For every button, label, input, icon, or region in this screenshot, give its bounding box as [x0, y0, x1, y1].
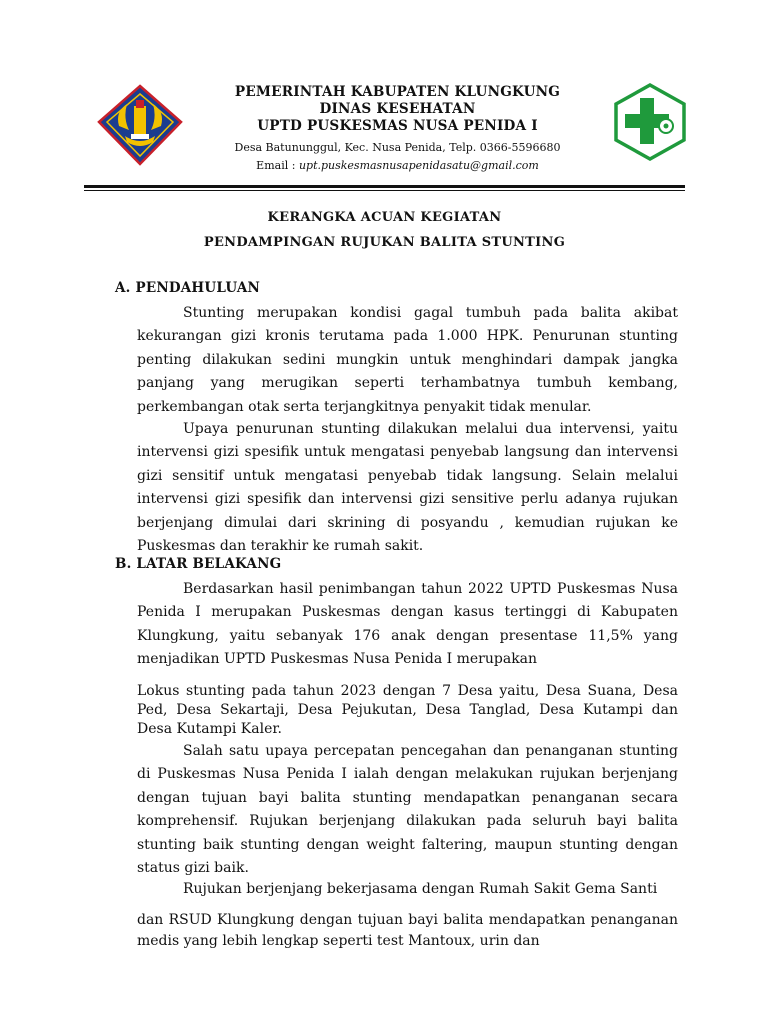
- section-heading-pendahuluan: A. PENDAHULUAN: [115, 280, 261, 296]
- regency-emblem-icon: [97, 84, 183, 166]
- department-name: DINAS KESEHATAN: [319, 101, 476, 117]
- document-subtitle: PENDAMPINGAN RUJUKAN BALITA STUNTING: [203, 235, 566, 250]
- paragraph: Berdasarkan hasil penimbangan tahun 2022 UPTD Puskesmas Nusa Penida I merupakan Puskesmas dengan kasus tertinggi di Kabupaten Klungkung, yaitu sebanyak 176 anak dengan presentase 11,5% yang menjadikan UPTD Puskesmas Nusa Penida I merupakan: [137, 581, 678, 668]
- paragraph: Upaya penurunan stunting dilakukan melalui dua intervensi, yaitu intervensi gizi spesifik untuk mengatasi penyebab langsung dan intervensi gizi sensitif untuk mengatasi penyebab tidak langsung. Selain melalui intervensi gizi spesifik dan intervensi gizi sensitive perlu adanya rujukan berjenjang dimulai dari skrining di posyandu , kemudian rujukan ke Puskesmas dan terakhir ke rumah sakit.: [137, 421, 678, 555]
- paragraph: Lokus stunting pada tahun 2023 dengan 7 Desa yaitu, Desa Suana, Desa Ped, Desa Sekartaji, Desa Pejukutan, Desa Tanglad, Desa Kutampi dan Desa Kutampi Kaler.: [137, 683, 678, 737]
- email-address: upt.puskesmasnusapenidasatu@gmail.com: [298, 159, 539, 172]
- letterhead-rule-thin: [84, 190, 685, 191]
- puskesmas-cross-icon: [612, 82, 688, 162]
- institution-name: UPTD PUSKESMAS NUSA PENIDA I: [257, 118, 538, 134]
- section-heading-latar-belakang: B. LATAR BELAKANG: [115, 556, 282, 572]
- email-label: Email :: [256, 159, 299, 172]
- paragraph: Salah satu upaya percepatan pencegahan dan penanganan stunting di Puskesmas Nusa Penida I ialah dengan melakukan rujukan berjenjang dengan tujuan bayi balita stunting mendapatkan penanganan secara komprehensif. Rujukan berjenjang dilakukan pada seluruh bayi balita stunting baik stunting dengan weight faltering, maupun stunting dengan status gizi baik.: [137, 743, 678, 877]
- paragraph: Stunting merupakan kondisi gagal tumbuh pada balita akibat kekurangan gizi kronis terutama pada 1.000 HPK. Penurunan stunting penting dilakukan sedini mungkin untuk menghindari dampak jangka panjang yang merugikan seperti terhambatnya tumbuh kembang, perkembangan otak serta terjangkitnya penyakit tidak menular.: [137, 305, 678, 415]
- address-line: Desa Batununggul, Kec. Nusa Penida, Telp. 0366-5596680: [234, 141, 561, 154]
- email-line: [195, 157, 600, 174]
- paragraph: Rujukan berjenjang bekerjasama dengan Rumah Sakit Gema Santi: [183, 881, 658, 897]
- letterhead-rule-thick: [84, 185, 685, 188]
- letterhead: [195, 84, 600, 174]
- government-name: PEMERINTAH KABUPATEN KLUNGKUNG: [234, 84, 561, 100]
- document-title: KERANGKA ACUAN KEGIATAN: [267, 210, 502, 225]
- paragraph: dan RSUD Klungkung dengan tujuan bayi balita mendapatkan penanganan medis yang lebih lengkap seperti test Mantoux, urin dan: [137, 912, 678, 949]
